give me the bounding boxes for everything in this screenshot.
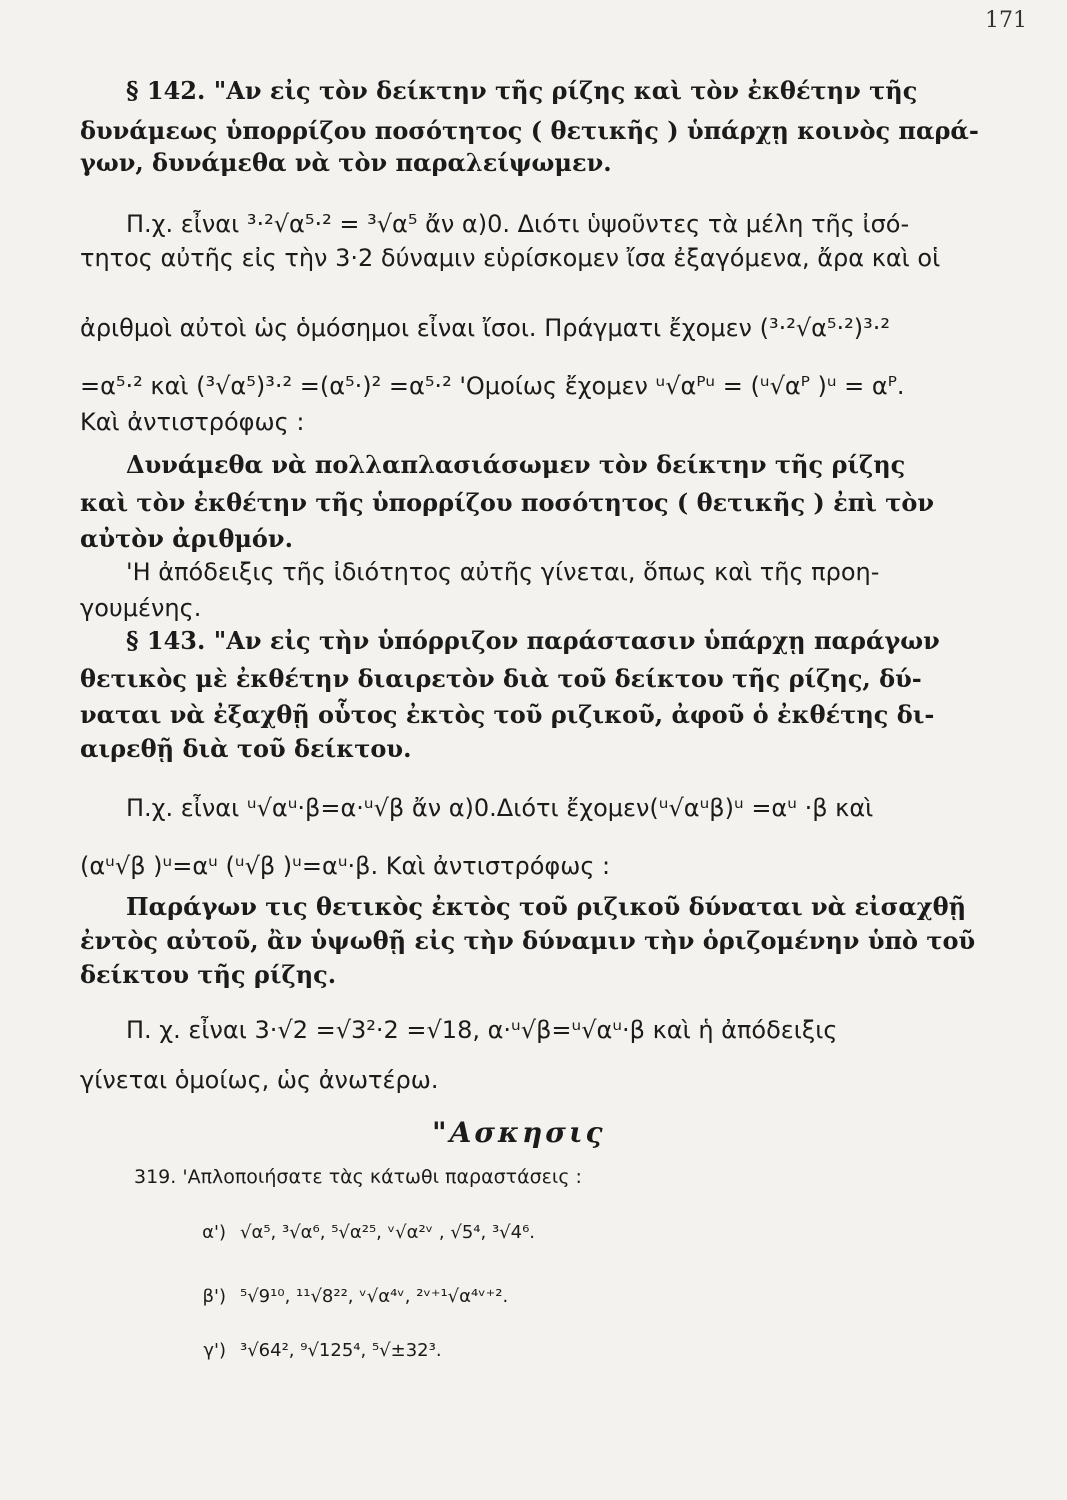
exercise-part-b: [180, 1286, 508, 1307]
sec143-line6: (αᵘ√β )ᵘ=αᵘ (ᵘ√β )ᵘ=αᵘ·β. Καὶ ἀντιστρόφως :: [80, 852, 611, 880]
exercise-part-c-label: γ'): [203, 1340, 226, 1361]
sec143-rule-line1: Παράγων τις θετικὸς ἐκτὸς τοῦ ριζικοῦ δύναται νὰ εἰσαχθῇ: [126, 892, 967, 921]
page-number: 171: [985, 8, 1027, 33]
sec142-rule-line2: καὶ τὸν ἐκθέτην τῆς ὑπορρίζου ποσότητος ( θετικῆς ) ἐπὶ τὸν: [80, 488, 935, 517]
exercise-part-a-label: α'): [202, 1222, 226, 1243]
sec143-line2: θετικὸς μὲ ἐκθέτην διαιρετὸν διὰ τοῦ δείκτου τῆς ρίζης, δύ-: [80, 664, 922, 693]
exercise-part-a-expr: √α⁵, ³√α⁶, ⁵√α²⁵, ᵛ√α²ᵛ , √5⁴, ³√4⁶.: [240, 1222, 536, 1243]
exercise-part-a: [180, 1222, 535, 1243]
sec142-line5: τητος αὐτῆς εἰς τὴν 3·2 δύναμιν εὑρίσκομεν ἴσα ἐξαγόμενα, ἄρα καὶ οἱ: [80, 244, 941, 272]
exercise-part-b-label: β'): [202, 1286, 226, 1307]
sec142-line6: ἀριθμοὶ αὐτοὶ ὡς ὁμόσημοι εἶναι ἴσοι. Πράγματι ἔχομεν (³·²√α⁵·²)³·²: [80, 314, 891, 342]
exercise-319-intro: 319. 'Απλοποιήσατε τὰς κάτωθι παραστάσεις :: [134, 1166, 582, 1188]
sec143-example-line: Π.χ. εἶναι ᵘ√αᵘ·β=α·ᵘ√β ἄν α)0.Διότι ἔχομεν(ᵘ√αᵘβ)ᵘ =αᵘ ·β καὶ: [126, 794, 874, 822]
exercise-part-c: [180, 1340, 442, 1361]
sec143-line4: αιρεθῇ διὰ τοῦ δείκτου.: [80, 734, 412, 763]
exercises-heading: "Ασκησις: [432, 1116, 606, 1149]
sec142-line8: Καὶ ἀντιστρόφως :: [80, 408, 305, 436]
exercise-part-c-expr: ³√64², ⁹√125⁴, ⁵√±32³.: [240, 1340, 442, 1361]
sec142-line1: § 142. "Αν εἰς τὸν δείκτην τῆς ρίζης καὶ τὸν ἐκθέτην τῆς: [126, 76, 918, 105]
exercise-part-b-expr: ⁵√9¹⁰, ¹¹√8²², ᵛ√α⁴ᵛ, ²ᵛ⁺¹√α⁴ᵛ⁺².: [240, 1286, 509, 1307]
sec142-rule-line3: αὐτὸν ἀριθμόν.: [80, 524, 293, 553]
sec143-line1: § 143. "Αν εἰς τὴν ὑπόρριζον παράστασιν ὑπάρχῃ παράγων: [126, 626, 940, 655]
sec142-example-line: Π.χ. εἶναι ³·²√α⁵·² = ³√α⁵ ἄν α)0. Διότι ὑψοῦντες τὰ μέλη τῆς ἰσό-: [126, 210, 910, 238]
sec142-line3: γων, δυνάμεθα νὰ τὸν παραλείψωμεν.: [80, 148, 612, 177]
sec143-line8: γίνεται ὁμοίως, ὡς ἀνωτέρω.: [80, 1066, 439, 1094]
sec143-rule-line2: ἐντὸς αὐτοῦ, ἂν ὑψωθῇ εἰς τὴν δύναμιν τὴν ὁριζομένην ὑπὸ τοῦ: [80, 926, 976, 955]
sec143-line3: ναται νὰ ἐξαχθῇ οὗτος ἐκτὸς τοῦ ριζικοῦ, ἀφοῦ ὁ ἐκθέτης δι-: [80, 700, 935, 729]
sec142-line2: δυνάμεως ὑπορρίζου ποσότητος ( θετικῆς ) ὑπάρχῃ κοινὸς παρά-: [80, 116, 979, 145]
sec142-proof-line2: γουμένης.: [80, 594, 202, 622]
sec142-rule-line1: Δυνάμεθα νὰ πολλαπλασιάσωμεν τὸν δείκτην τῆς ρίζης: [126, 450, 906, 479]
sec143-example2-line: Π. χ. εἶναι 3·√2 =√3²·2 =√18, α·ᵘ√β=ᵘ√αᵘ·β καὶ ἡ ἀπόδειξις: [126, 1016, 838, 1044]
sec142-line7: =α⁵·² καὶ (³√α⁵)³·² =(α⁵·)² =α⁵·² 'Ομοίως ἔχομεν ᵘ√αᴾᵘ = (ᵘ√αᴾ )ᵘ = αᴾ.: [80, 372, 905, 400]
sec143-rule-line3: δείκτου τῆς ρίζης.: [80, 960, 337, 989]
sec142-proof-line1: 'Η ἀπόδειξις τῆς ἰδιότητος αὐτῆς γίνεται, ὅπως καὶ τῆς προη-: [126, 558, 880, 586]
